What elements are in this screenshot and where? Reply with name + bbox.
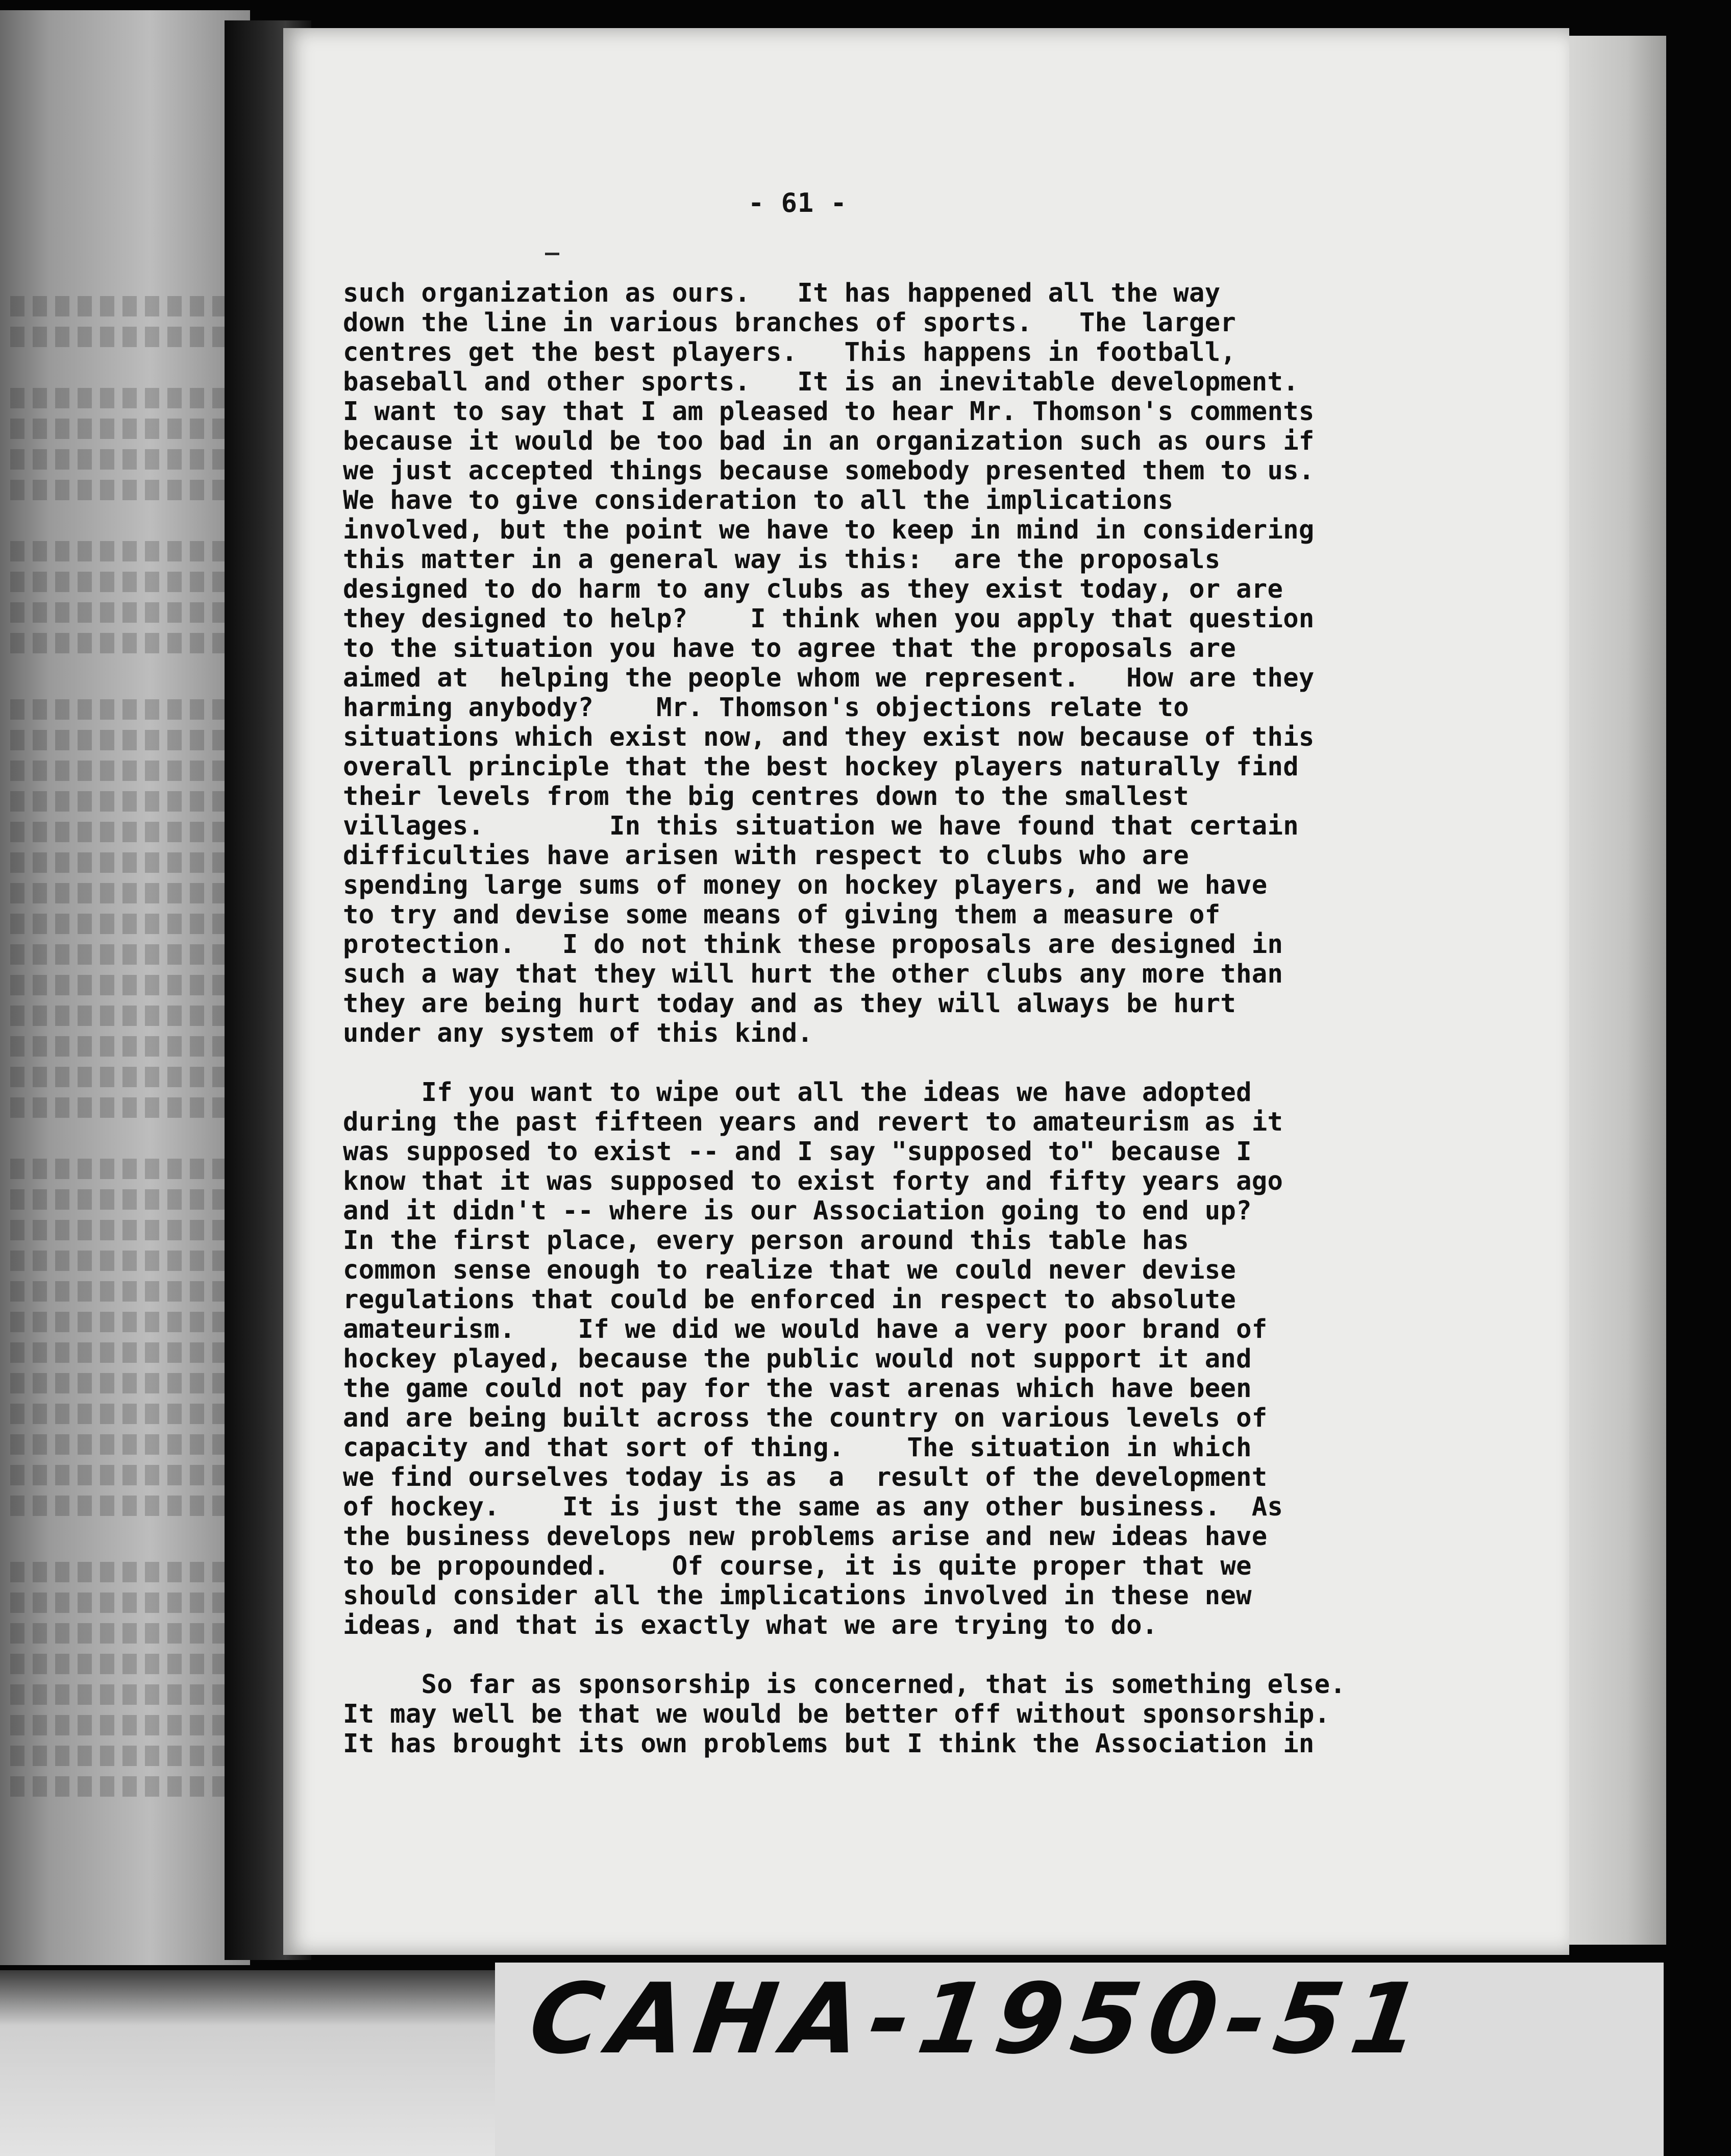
text-line: If you want to wipe out all the ideas we have adopted [343,1077,1252,1107]
text-line: should consider all the implications involved in these new [343,1580,1252,1610]
text-line: under any system of this kind. [343,1018,813,1048]
page-edge [1569,36,1666,1945]
facing-page-text-line [10,883,245,903]
facing-page-text-line [10,975,245,995]
facing-page-text-line [10,1496,245,1516]
facing-page-text-line [10,730,245,750]
facing-page-text-line [10,388,245,408]
text-line: during the past fifteen years and revert to amateurism as it [343,1107,1283,1137]
text-line: the business develops new problems arise and new ideas have [343,1521,1268,1551]
text-line: So far as sponsorship is concerned, that is something else. [343,1669,1346,1699]
text-line: we find ourselves today is as a result of the development [343,1462,1268,1492]
facing-page-text-line [10,791,245,812]
facing-page-text-line [10,1251,245,1271]
text-line: situations which exist now, and they exist now because of this [343,722,1315,752]
text-line: harming anybody? Mr. Thomson's objections relate to [343,692,1189,722]
text-line: overall principle that the best hockey players naturally find [343,751,1299,781]
facing-page-text-line [10,480,245,500]
text-line: such a way that they will hurt the other clubs any more than [343,959,1283,989]
facing-page-text-line [10,822,245,842]
text-line: the game could not pay for the vast arenas which have been [343,1373,1252,1403]
facing-page-text-line [10,1684,245,1705]
facing-page-text-line [10,1592,245,1613]
facing-page-text-line [10,541,245,561]
text-line: villages. In this situation we have found that certain [343,811,1299,841]
archive-label: CAHA-1950-51 [523,1963,1437,2075]
facing-page-text-line [10,1159,245,1179]
text-line: hockey played, because the public would not support it and [343,1343,1252,1374]
facing-page-text-line [10,1465,245,1485]
facing-page-text-line [10,761,245,781]
paragraph [343,1670,1491,1758]
text-line: regulations that could be enforced in respect to absolute [343,1284,1237,1314]
text-line: down the line in various branches of sports. The larger [343,307,1237,337]
text-line: spending large sums of money on hockey players, and we have [343,870,1268,900]
text-line: this matter in a general way is this: are the proposals [343,544,1221,574]
facing-page-text-line [10,699,245,720]
text-line: amateurism. If we did we would have a very poor brand of [343,1314,1268,1344]
facing-page-text-line [10,1097,245,1118]
text-line: I want to say that I am pleased to hear Mr. Thomson's comments [343,396,1315,426]
text-line: they designed to help? I think when you apply that question [343,603,1315,633]
facing-page-text-line [10,1404,245,1424]
page-body [343,278,1491,1758]
text-line: It may well be that we would be better off without sponsorship. [343,1699,1330,1729]
text-line: to be propounded. Of course, it is quite proper that we [343,1551,1252,1581]
facing-page-text-line [10,1036,245,1057]
facing-page [0,10,250,1965]
facing-page-text-line [10,1373,245,1393]
facing-page-text-line [10,1220,245,1240]
text-line: difficulties have arisen with respect to clubs who are [343,840,1189,870]
paragraph [343,1077,1491,1640]
facing-page-text-line [10,449,245,470]
facing-page-text-line [10,1715,245,1735]
facing-page-text-line [10,1776,245,1797]
scan-strip [0,1970,495,2156]
facing-page-text-line [10,852,245,873]
text-line: centres get the best players. This happens in football, [343,337,1237,367]
text-line: In the first place, every person around this table has [343,1225,1189,1255]
facing-page-text-line [10,1623,245,1644]
text-line: common sense enough to realize that we could never devise [343,1255,1237,1285]
facing-page-text-line [10,419,245,439]
text-line: to the situation you have to agree that the proposals are [343,633,1237,663]
facing-page-text-line [10,1006,245,1026]
text-line: capacity and that sort of thing. The situation in which [343,1432,1252,1462]
text-line: their levels from the big centres down to the smallest [343,781,1189,811]
page-number: - 61 - [748,188,847,218]
facing-page-text-line [10,1746,245,1766]
text-line: we just accepted things because somebody presented them to us. [343,455,1315,485]
text-line: such organization as ours. It has happened all the way [343,278,1221,308]
text-line: and it didn't -- where is our Association going to end up? [343,1195,1252,1226]
facing-page-text-line [10,1434,245,1455]
text-line: It has brought its own problems but I think the Association in [343,1728,1315,1758]
facing-page-text-line [10,1342,245,1363]
facing-page-text-line [10,1067,245,1087]
text-line: and are being built across the country on various levels of [343,1403,1268,1433]
facing-page-text-line [10,944,245,965]
facing-page-text-line [10,1562,245,1582]
facing-page-text-line [10,327,245,347]
facing-page-text-line [10,602,245,623]
facing-page-text-line [10,914,245,934]
text-line: was supposed to exist -- and I say "supposed to" because I [343,1136,1252,1166]
facing-page-text-line [10,296,245,316]
text-line: involved, but the point we have to keep in mind in considering [343,514,1315,545]
text-line: to try and devise some means of giving them a measure of [343,899,1221,929]
stray-mark [545,253,559,255]
text-line: they are being hurt today and as they will always be hurt [343,988,1237,1018]
facing-page-text-line [10,572,245,592]
facing-page-text-line [10,633,245,653]
text-line: We have to give consideration to all the implications [343,485,1174,515]
text-line: of hockey. It is just the same as any other business. As [343,1491,1283,1522]
facing-page-text-line [10,1654,245,1674]
facing-page-text-line [10,1281,245,1302]
paragraph [343,278,1491,1048]
facing-page-text-line [10,1312,245,1332]
text-line: protection. I do not think these proposals are designed in [343,929,1283,959]
text-line: baseball and other sports. It is an inevitable development. [343,366,1299,397]
text-line: aimed at helping the people whom we represent. How are they [343,663,1315,693]
text-line: know that it was supposed to exist forty and fifty years ago [343,1166,1283,1196]
text-line: designed to do harm to any clubs as they exist today, or are [343,574,1283,604]
text-line: because it would be too bad in an organization such as ours if [343,426,1315,456]
text-line: ideas, and that is exactly what we are trying to do. [343,1610,1158,1640]
facing-page-text-line [10,1189,245,1210]
